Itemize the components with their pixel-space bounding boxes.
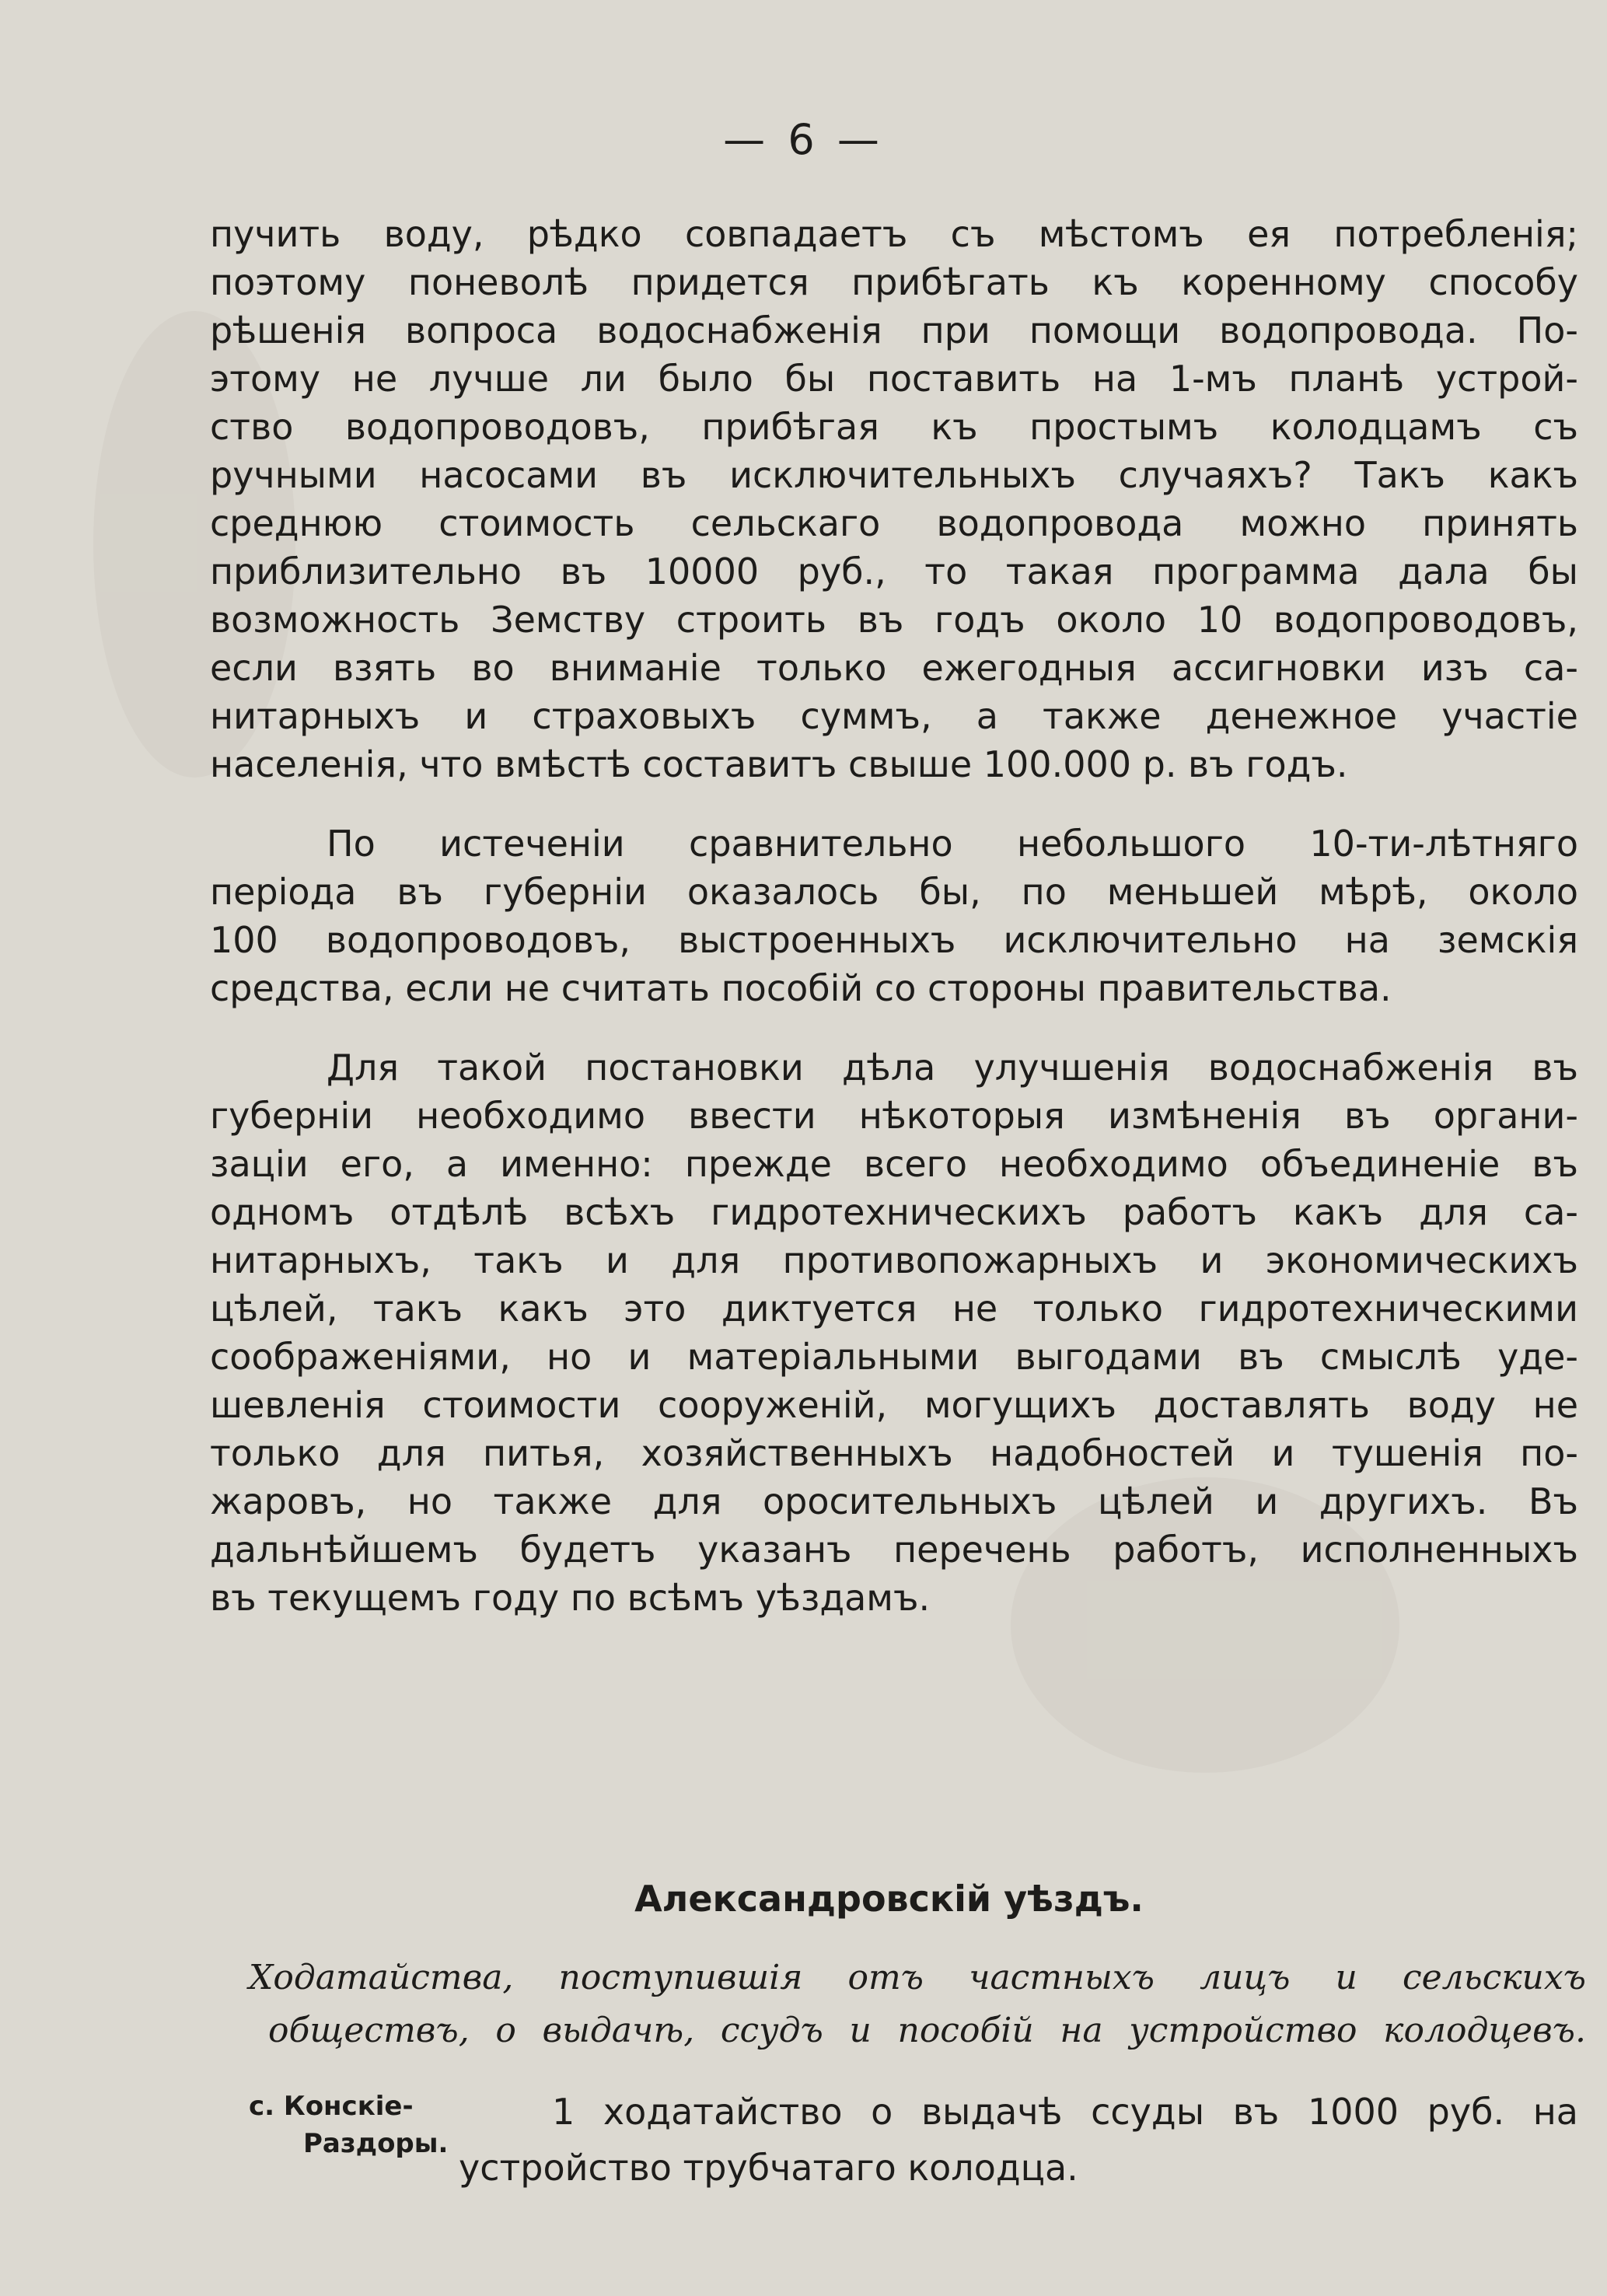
text-line: населенія, что вмѣстѣ составитъ свыше 100.000 р. въ годъ. (210, 743, 1348, 785)
text-line: поэтому поневолѣ придется прибѣгать къ коренному способу (210, 261, 1578, 303)
paragraph-2 (210, 820, 1578, 1012)
text-line: нитарныхъ, такъ и для противопожарныхъ и экономическихъ (210, 1239, 1578, 1281)
text-line: въ текущемъ году по всѣмъ уѣздамъ. (210, 1577, 931, 1619)
italic-heading (249, 1952, 1586, 2057)
text-line: нитарныхъ и страховыхъ суммъ, а также денежное участіе (210, 695, 1578, 737)
entry-place-line: Раздоры. (303, 2128, 449, 2159)
text-line: среднюю стоимость сельскаго водопровода можно принять (210, 502, 1578, 544)
text-line: средства, если не считать пособій со стороны правительства. (210, 967, 1392, 1009)
paragraph-3 (210, 1043, 1578, 1622)
text-line: заціи его, а именно: прежде всего необходимо объединеніе въ (210, 1143, 1578, 1185)
entry-text: устройство трубчатаго колодца. (459, 2147, 1078, 2189)
text-line: По истеченіи сравнительно небольшого 10-ти-лѣтняго (327, 823, 1578, 865)
italic-heading-line: обществъ, о выдачѣ, ссудъ и пособій на устройство колодцевъ. (268, 2011, 1586, 2050)
entry-item (249, 2088, 1578, 2204)
entry-place (249, 2088, 466, 2162)
entry-text: 1 ходатайство о выдачѣ ссуды въ 1000 руб. на (552, 2091, 1578, 2133)
text-line: приблизительно въ 10000 руб., то такая программа дала бы (210, 550, 1578, 592)
text-line: Для такой постановки дѣла улучшенія водоснабженія въ (327, 1047, 1578, 1089)
text-line: если взять во вниманіе только ежегодныя ассигновки изъ са- (210, 647, 1578, 689)
text-line: періода въ губерніи оказалось бы, по меньшей мѣрѣ, около (210, 871, 1578, 913)
section-title: Александровскій уѣздъ. (634, 1878, 1144, 1920)
text-line: соображеніями, но и матеріальными выгодами въ смыслѣ уде- (210, 1336, 1578, 1378)
body-text (210, 210, 1578, 1622)
text-line: пучить воду, рѣдко совпадаетъ съ мѣстомъ ея потребленія; (210, 213, 1578, 255)
text-line: дальнѣйшемъ будетъ указанъ перечень работъ, исполненныхъ (210, 1529, 1578, 1571)
text-line: возможность Земству строить въ годъ около 10 водопроводовъ, (210, 599, 1578, 641)
text-line: жаровъ, но также для оросительныхъ цѣлей и другихъ. Въ (210, 1480, 1578, 1522)
text-line: цѣлей, такъ какъ это диктуется не только гидротехническими (210, 1288, 1578, 1330)
text-line: ство водопроводовъ, прибѣгая къ простымъ колодцамъ съ (210, 406, 1578, 448)
italic-heading-line: Ходатайства, поступившія отъ частныхъ лицъ и сельскихъ (249, 1958, 1586, 1997)
entry-place-line: с. Конскіе- (249, 2091, 414, 2122)
text-line: губерніи необходимо ввести нѣкоторыя измѣненія въ органи- (210, 1095, 1578, 1137)
text-line: ручными насосами въ исключительныхъ случаяхъ? Такъ какъ (210, 454, 1578, 496)
text-line: одномъ отдѣлѣ всѣхъ гидротехническихъ работъ какъ для са- (210, 1191, 1578, 1233)
page-number: — 6 — (723, 115, 884, 164)
text-line: этому не лучше ли было бы поставить на 1-мъ планѣ устрой- (210, 358, 1578, 400)
text-line: 100 водопроводовъ, выстроенныхъ исключительно на земскія (210, 919, 1578, 961)
text-line: шевленія стоимости сооруженій, могущихъ доставлять воду не (210, 1384, 1578, 1426)
paragraph-1 (210, 210, 1578, 788)
text-line: рѣшенія вопроса водоснабженія при помощи водопровода. По- (210, 309, 1578, 351)
text-line: только для питья, хозяйственныхъ надобностей и тушенія по- (210, 1432, 1578, 1474)
